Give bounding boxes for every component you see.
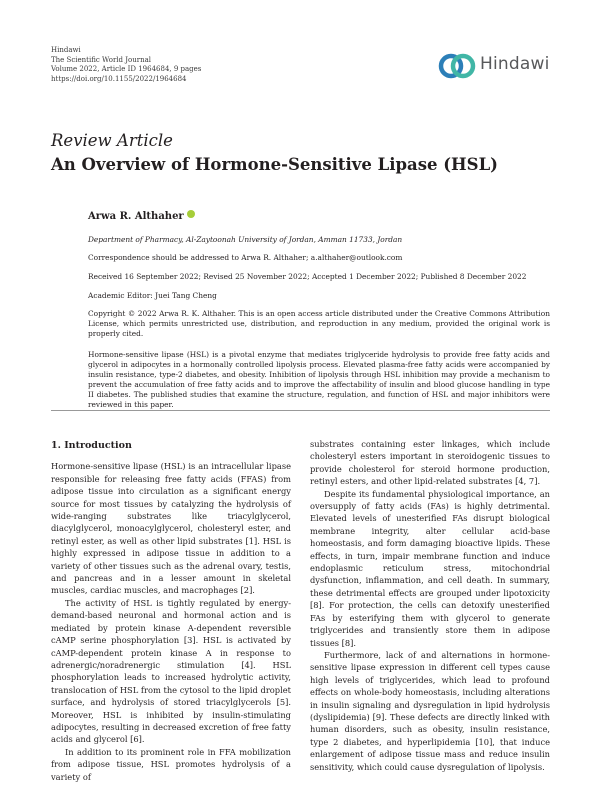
article-type: Review Article: [51, 131, 173, 150]
body-paragraph: The activity of HSL is tightly regulated by energy-demand-based neuronal and hormonal action and is mediated by protein kinase A-dependent reversible cAMP serine phosphorylation [3]. HSL is activated by cAMP-dependent protein kinase A in response to adrenergic/noradrenergic stimulation [4]. HSL phosphorylation leads to increased hydrolytic activity, translocation of HSL from the cytosol to the lipid droplet surface, and hydrolysis of stored triacylglycerols [5]. Moreover, HSL is inhibited by insulin-stimulating adipocytes, resulting in decreased excretion of free fatty acids and glycerol [6].: [51, 597, 291, 745]
hindawi-rings-icon: [436, 48, 480, 84]
body-paragraph: substrates containing ester linkages, which include cholesteryl esters important in steroidogenic tissues to provide cholesterol for steroid hormone production, retinyl esters, and other lipid-related substrates [4, 7].: [310, 439, 550, 487]
author-name: Arwa R. Althaher: [88, 211, 184, 222]
body-paragraph: In addition to its prominent role in FFA mobilization from adipose tissue, HSL promotes hydrolysis of a variety of: [51, 746, 291, 782]
body-paragraph: Hormone-sensitive lipase (HSL) is an intracellular lipase responsible for releasing free fatty acids (FFAS) from adipose tissue into circulation as a significant energy source for most tissues by catalyzing the hydrolysis of wide-ranging substrates like triacylglycerol, diacylglycerol, monoacylglycerol, cholesteryl ester, and retinyl ester, as well as other lipid substrates [1]. HSL is highly expressed in adipose tissue in addition to a variety of other tissues such as the adrenal ovary, testis, and pancreas and in a lesser amount in skeletal muscles, cardiac muscles, and macrophages [2].: [51, 461, 291, 596]
logo-text: Hindawi: [480, 54, 550, 74]
abstract: Hormone-sensitive lipase (HSL) is a pivotal enzyme that mediates triglyceride hydrolysis to provide free fatty acids and glycerol in adipocytes in a hormonally controlled lipolysis process. Elevated plasma-free fatty acids were accompanied by insulin resistance, type-2 diabetes, and obesity. Inhibition of lipolysis through HSL inhibition may provide a mechanism to prevent the accumulation of free fatty acids and to improve the affectability of insulin and blood glucose handling in type II diabetes. The published studies that examine the structure, regulation, and function of HSL and major inhibitors were reviewed in this paper.: [88, 350, 550, 409]
author-line: [88, 210, 195, 222]
body-paragraph: Despite its fundamental physiological importance, an oversupply of fatty acids (FAs) is highly detrimental. Elevated levels of unesterified FAs disrupt biological membrane integrity, alter cellular acid-base homeostasis, and form damaging bioactive lipids. These effects, in turn, impair membrane function and induce endoplasmic reticulum stress, mitochondrial dysfunction, inflammation, and cell death. In summary, these detrimental effects are grouped under lipotoxicity [8]. For protection, the cells can detoxify unesterified FAs by esterifying them with glycerol to generate triglycerides and transiently store them in adipose tissues [8].: [310, 488, 550, 648]
doi-link[interactable]: https://doi.org/10.1155/2022/1964684: [51, 74, 187, 83]
section-heading: 1. Introduction: [51, 440, 132, 451]
hindawi-logo: [436, 48, 556, 84]
left-column: [51, 440, 291, 783]
publication-dates: Received 16 September 2022; Revised 25 November 2022; Accepted 1 December 2022; Published 8 December 2022: [88, 272, 527, 281]
journal-name: The Scientific World Journal: [51, 55, 152, 64]
volume-info: Volume 2022, Article ID 1964684, 9 pages: [51, 65, 202, 74]
affiliation: Department of Pharmacy, Al-Zaytoonah University of Jordan, Amman 11733, Jordan: [88, 235, 403, 244]
article-title: An Overview of Hormone-Sensitive Lipase (HSL): [51, 155, 498, 174]
body-paragraph: Furthermore, lack of and alternations in hormone-sensitive lipase expression in different cell types cause high levels of triglycerides, which lead to profound effects on whole-body homeostasis, including alterations in insulin signaling and dysregulation in lipid hydrolysis (dyslipidemia) [9]. These defects are directly linked with human disorders, such as obesity, insulin resistance, type 2 diabetes, and hyperlipidemia [10], that induce enlargement of adipose tissue mass and reduce insulin sensitivity, which could cause dysregulation of lipolysis.: [310, 649, 550, 772]
copyright-notice: Copyright © 2022 Arwa R. K. Althaher. This is an open access article distributed under the Creative Commons Attribution License, which permits unrestricted use, distribution, and reproduction in any medium, provided the original work is properly cited.: [88, 309, 550, 338]
publisher-name: Hindawi: [51, 46, 81, 54]
correspondence: Correspondence should be addressed to Arwa R. Althaher; a.althaher@outlook.com: [88, 253, 403, 262]
orcid-icon[interactable]: [187, 210, 195, 218]
academic-editor: Academic Editor: Juei Tang Cheng: [88, 291, 217, 300]
journal-meta: [51, 46, 201, 84]
right-column: [310, 438, 550, 773]
section-divider: [51, 410, 550, 411]
